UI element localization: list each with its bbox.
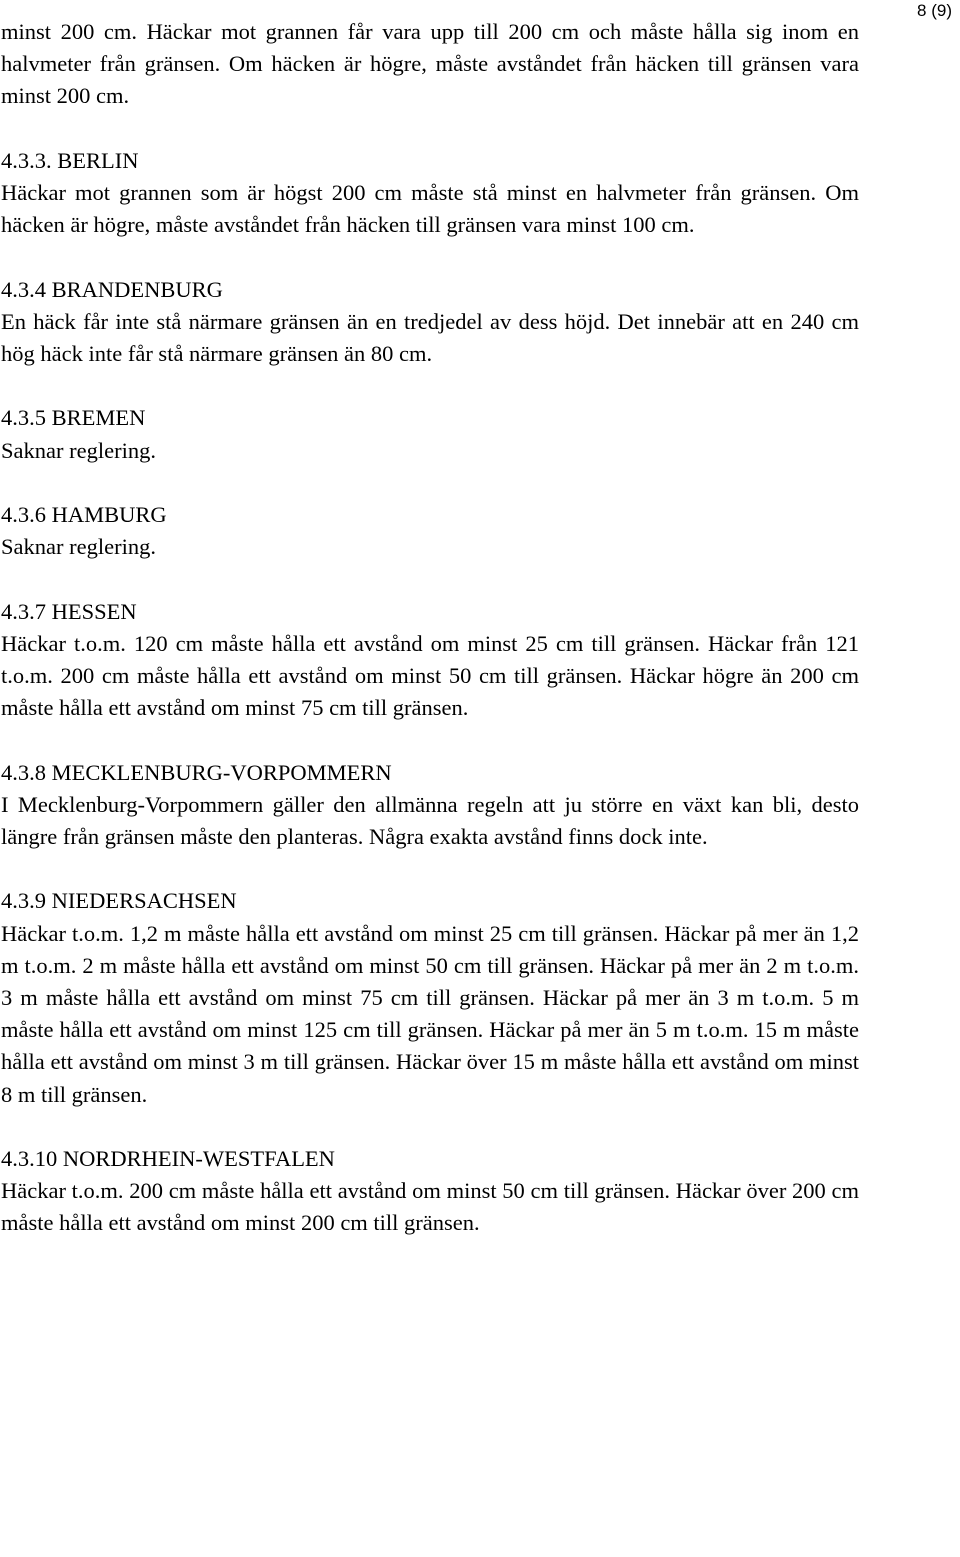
section-body: Häckar t.o.m. 120 cm måste hålla ett avstånd om minst 25 cm till gränsen. Häckar från 121 t.o.m. 200 cm måste hålla ett avstånd om minst 50 cm till gränsen. Häckar högre än 200 cm måste hålla ett avstånd om minst 75 cm till gränsen. bbox=[1, 630, 859, 721]
section-bremen bbox=[1, 402, 859, 466]
section-heading: 4.3.6 HAMBURG bbox=[1, 501, 167, 527]
section-body: I Mecklenburg-Vorpommern gäller den allmänna regeln att ju större en växt kan bli, desto längre från gränsen måste den planteras. Några exakta avstånd finns dock inte. bbox=[1, 791, 859, 849]
spacer bbox=[1, 241, 859, 273]
spacer bbox=[1, 853, 859, 885]
section-berlin bbox=[1, 145, 859, 242]
spacer bbox=[1, 724, 859, 756]
section-heading: 4.3.4 BRANDENBURG bbox=[1, 276, 223, 302]
section-niedersachsen bbox=[1, 885, 859, 1110]
page-number: 8 (9) bbox=[917, 1, 952, 20]
section-heading: 4.3.3. BERLIN bbox=[1, 147, 139, 173]
section-body: Saknar reglering. bbox=[1, 437, 156, 463]
spacer bbox=[1, 113, 859, 145]
spacer bbox=[1, 467, 859, 499]
section-nordrhein-westfalen bbox=[1, 1143, 859, 1240]
section-brandenburg bbox=[1, 274, 859, 371]
section-heading: 4.3.10 NORDRHEIN-WESTFALEN bbox=[1, 1145, 335, 1171]
spacer bbox=[1, 1111, 859, 1143]
section-body: Saknar reglering. bbox=[1, 534, 156, 560]
section-body: En häck får inte stå närmare gränsen än en tredjedel av dess höjd. Det innebär att en 240 cm hög häck inte får stå närmare gränsen än 80 cm. bbox=[1, 308, 859, 366]
section-hamburg bbox=[1, 499, 859, 563]
section-hessen bbox=[1, 596, 859, 725]
section-body: Häckar t.o.m. 1,2 m måste hålla ett avstånd om minst 25 cm till gränsen. Häckar på mer än 1,2 m t.o.m. 2 m måste hålla ett avstånd om minst 50 cm till gränsen. Häckar på mer än 2 m t.o.m. 3 m måste hålla ett avstånd om minst 75 cm till gränsen. Häckar på mer än 3 m t.o.m. 5 m måste hålla ett avstånd om minst 125 cm till gränsen. Häckar på mer än 5 m t.o.m. 15 m måste hålla ett avstånd om minst 3 m till gränsen. Häckar över 15 m måste hålla ett avstånd om minst 8 m till gränsen. bbox=[1, 920, 859, 1107]
spacer bbox=[1, 370, 859, 402]
section-body: Häckar t.o.m. 200 cm måste hålla ett avstånd om minst 50 cm till gränsen. Häckar över 200 cm måste hålla ett avstånd om minst 200 cm till gränsen. bbox=[1, 1178, 859, 1236]
section-body: Häckar mot grannen som är högst 200 cm måste stå minst en halvmeter från gränsen. Om häcken är högre, måste avståndet från häcken till gränsen vara minst 100 cm. bbox=[1, 180, 859, 238]
section-mecklenburg-vorpommern bbox=[1, 757, 859, 854]
document-body bbox=[1, 16, 859, 1240]
section-heading: 4.3.8 MECKLENBURG-VORPOMMERN bbox=[1, 759, 392, 785]
spacer bbox=[1, 563, 859, 595]
section-heading: 4.3.7 HESSEN bbox=[1, 598, 137, 624]
section-heading: 4.3.5 BREMEN bbox=[1, 405, 146, 431]
section-heading: 4.3.9 NIEDERSACHSEN bbox=[1, 888, 237, 914]
intro-paragraph: minst 200 cm. Häckar mot grannen får vara upp till 200 cm och måste hålla sig inom en halvmeter från gränsen. Om häcken är högre, måste avståndet från häcken till gränsen vara minst 200 cm. bbox=[1, 19, 859, 109]
